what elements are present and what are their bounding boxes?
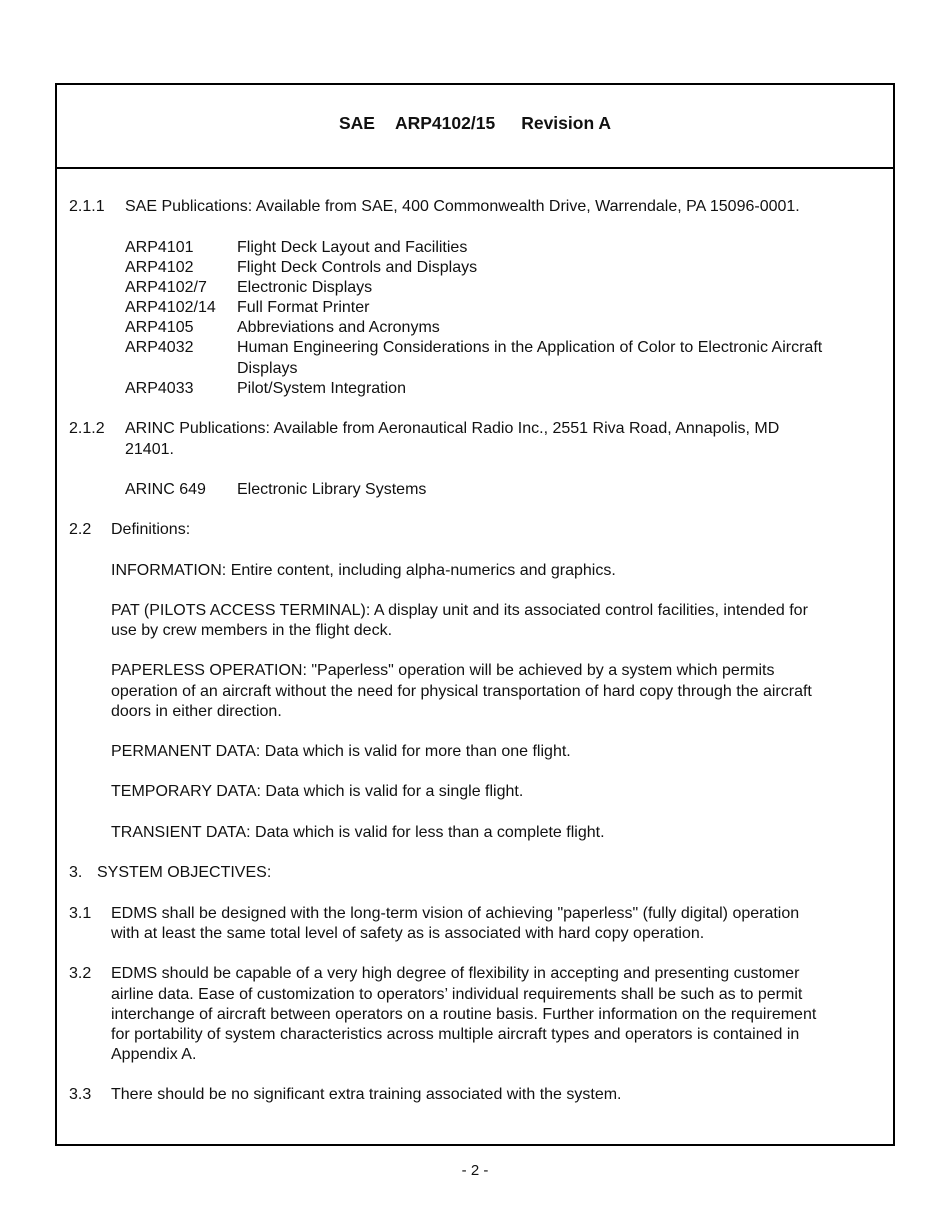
section-number: 2.1.1 [69, 198, 105, 215]
ref-title: Electronic Displays [237, 279, 373, 296]
item-number: 3.2 [69, 965, 92, 982]
item-line: for portability of system characteristics across multiple aircraft types and operators is contained in [111, 1026, 800, 1043]
page-number: - 2 - [461, 1162, 489, 1179]
ref-title: Full Format Printer [237, 299, 370, 316]
ref-code: ARP4101 [125, 239, 194, 256]
definition-line: TEMPORARY DATA: Data which is valid for a single flight. [111, 783, 524, 800]
item-line: EDMS should be capable of a very high degree of flexibility in accepting and presenting customer [111, 965, 800, 982]
org-name: SAE [339, 113, 375, 133]
definition-line: doors in either direction. [111, 703, 282, 720]
item-line: EDMS shall be designed with the long-term vision of achieving "paperless" (fully digital) operation [111, 905, 800, 922]
section-title: SYSTEM OBJECTIVES: [97, 864, 272, 881]
definition-line: PERMANENT DATA: Data which is valid for more than one flight. [111, 743, 571, 760]
definition-line: PAPERLESS OPERATION: "Paperless" operation will be achieved by a system which permits [111, 662, 775, 679]
revision-label: Revision A [521, 113, 611, 133]
section-number: 2.1.2 [69, 420, 105, 437]
section-number: 3. [69, 864, 83, 881]
doc-number: ARP4102/15 [394, 113, 496, 133]
ref-code: ARP4033 [125, 380, 194, 397]
item-number: 3.1 [69, 905, 92, 922]
ref-title: Abbreviations and Acronyms [237, 319, 440, 336]
ref-title-continued: Displays [237, 360, 298, 377]
definition-line: operation of an aircraft without the need for physical transportation of hard copy through the aircraft [111, 683, 812, 700]
definition-line: INFORMATION: Entire content, including alpha-numerics and graphics. [111, 562, 616, 579]
definition-line: use by crew members in the flight deck. [111, 622, 393, 639]
ref-code: ARINC 649 [125, 481, 206, 498]
item-line: There should be no significant extra training associated with the system. [111, 1086, 622, 1103]
ref-code: ARP4102 [125, 259, 194, 276]
definition-line: TRANSIENT DATA: Data which is valid for less than a complete flight. [111, 824, 605, 841]
section-number: 2.2 [69, 521, 92, 538]
ref-title: Flight Deck Layout and Facilities [237, 239, 468, 256]
section-title: Definitions: [111, 521, 191, 538]
definition-line: PAT (PILOTS ACCESS TERMINAL): A display unit and its associated control facilities, intended for [111, 602, 808, 619]
ref-code: ARP4032 [125, 339, 194, 356]
section-text: SAE Publications: Available from SAE, 400 Commonwealth Drive, Warrendale, PA 15096-0001. [125, 198, 800, 215]
ref-title: Flight Deck Controls and Displays [237, 259, 478, 276]
item-number: 3.3 [69, 1086, 92, 1103]
document-header [57, 85, 893, 169]
item-line: airline data. Ease of customization to operators’ individual requirements shall be such as to permit [111, 986, 803, 1003]
section-text-line: 21401. [125, 441, 174, 458]
section-text-line: ARINC Publications: Available from Aeronautical Radio Inc., 2551 Riva Road, Annapolis, MD [125, 420, 780, 437]
ref-code: ARP4105 [125, 319, 194, 336]
ref-code: ARP4102/7 [125, 279, 207, 296]
item-line: with at least the same total level of safety as is associated with hard copy operation. [111, 925, 705, 942]
ref-code: ARP4102/14 [125, 299, 216, 316]
ref-title: Electronic Library Systems [237, 481, 427, 498]
item-line: Appendix A. [111, 1046, 197, 1063]
document-title [57, 113, 893, 134]
ref-title: Human Engineering Considerations in the Application of Color to Electronic Aircraft [237, 339, 823, 356]
item-line: interchange of aircraft between operators on a routine basis. Further information on the requirement [111, 1006, 817, 1023]
ref-title: Pilot/System Integration [237, 380, 406, 397]
